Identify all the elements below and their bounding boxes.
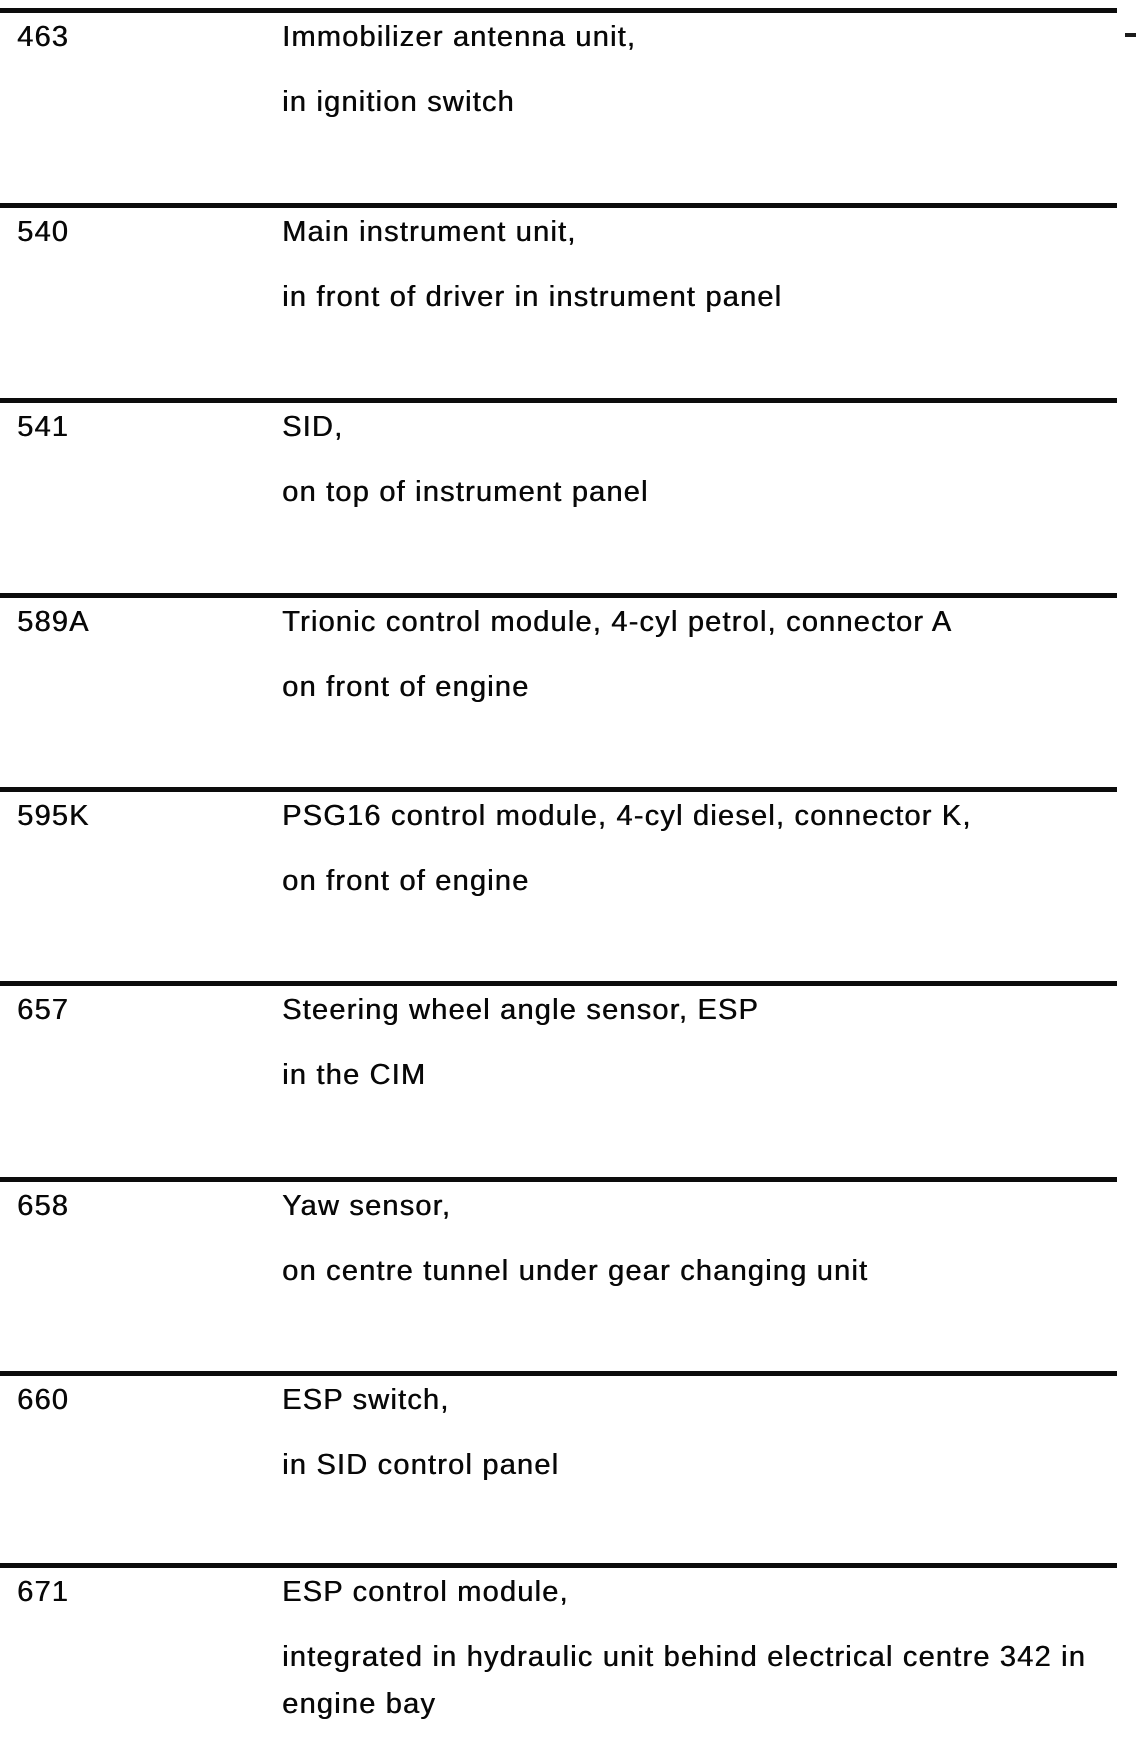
scan-artifact-dash: [1125, 33, 1136, 37]
table-row: [0, 398, 1117, 516]
component-number: 658: [17, 1190, 69, 1222]
component-location: on front of engine: [282, 671, 530, 703]
component-location: in SID control panel: [282, 1449, 560, 1481]
component-location: in ignition switch: [282, 86, 515, 118]
component-number: 671: [17, 1576, 69, 1608]
component-description: [282, 209, 1117, 321]
table-row: [0, 203, 1117, 321]
table-row: [0, 1563, 1117, 1728]
component-title: SID,: [282, 411, 344, 443]
component-number: 595K: [17, 800, 90, 832]
component-description: [282, 987, 1117, 1099]
component-title: Immobilizer antenna unit,: [282, 21, 636, 53]
component-description: [282, 793, 1117, 905]
table-row: [0, 593, 1117, 711]
component-title: Steering wheel angle sensor, ESP: [282, 994, 759, 1026]
table-row: [0, 1177, 1117, 1295]
component-description: [282, 599, 1117, 711]
table-row: [0, 787, 1117, 905]
component-location: in the CIM: [282, 1059, 427, 1091]
component-number: 657: [17, 994, 69, 1026]
table-row: [0, 981, 1117, 1099]
component-description: [282, 1377, 1117, 1489]
component-title: Trionic control module, 4-cyl petrol, connector A: [282, 606, 953, 638]
component-location: on front of engine: [282, 865, 530, 897]
component-location: on top of instrument panel: [282, 476, 649, 508]
component-location: in front of driver in instrument panel: [282, 281, 783, 313]
component-title: Yaw sensor,: [282, 1190, 452, 1222]
component-description: [282, 1569, 1117, 1728]
component-title: ESP control module,: [282, 1576, 569, 1608]
component-description: [282, 404, 1117, 516]
table-row: [0, 1371, 1117, 1489]
component-location: integrated in hydraulic unit behind electrical centre 342 in engine bay: [282, 1641, 1086, 1720]
component-description: [282, 1183, 1117, 1295]
component-title: ESP switch,: [282, 1384, 450, 1416]
component-number: 660: [17, 1384, 69, 1416]
component-number: 540: [17, 216, 69, 248]
component-number: 541: [17, 411, 69, 443]
table-row: [0, 8, 1117, 126]
component-description: [282, 14, 1117, 126]
component-location: on centre tunnel under gear changing unit: [282, 1255, 869, 1287]
component-number: 463: [17, 21, 69, 53]
component-number: 589A: [17, 606, 90, 638]
component-title: PSG16 control module, 4-cyl diesel, connector K,: [282, 800, 972, 832]
component-title: Main instrument unit,: [282, 216, 577, 248]
